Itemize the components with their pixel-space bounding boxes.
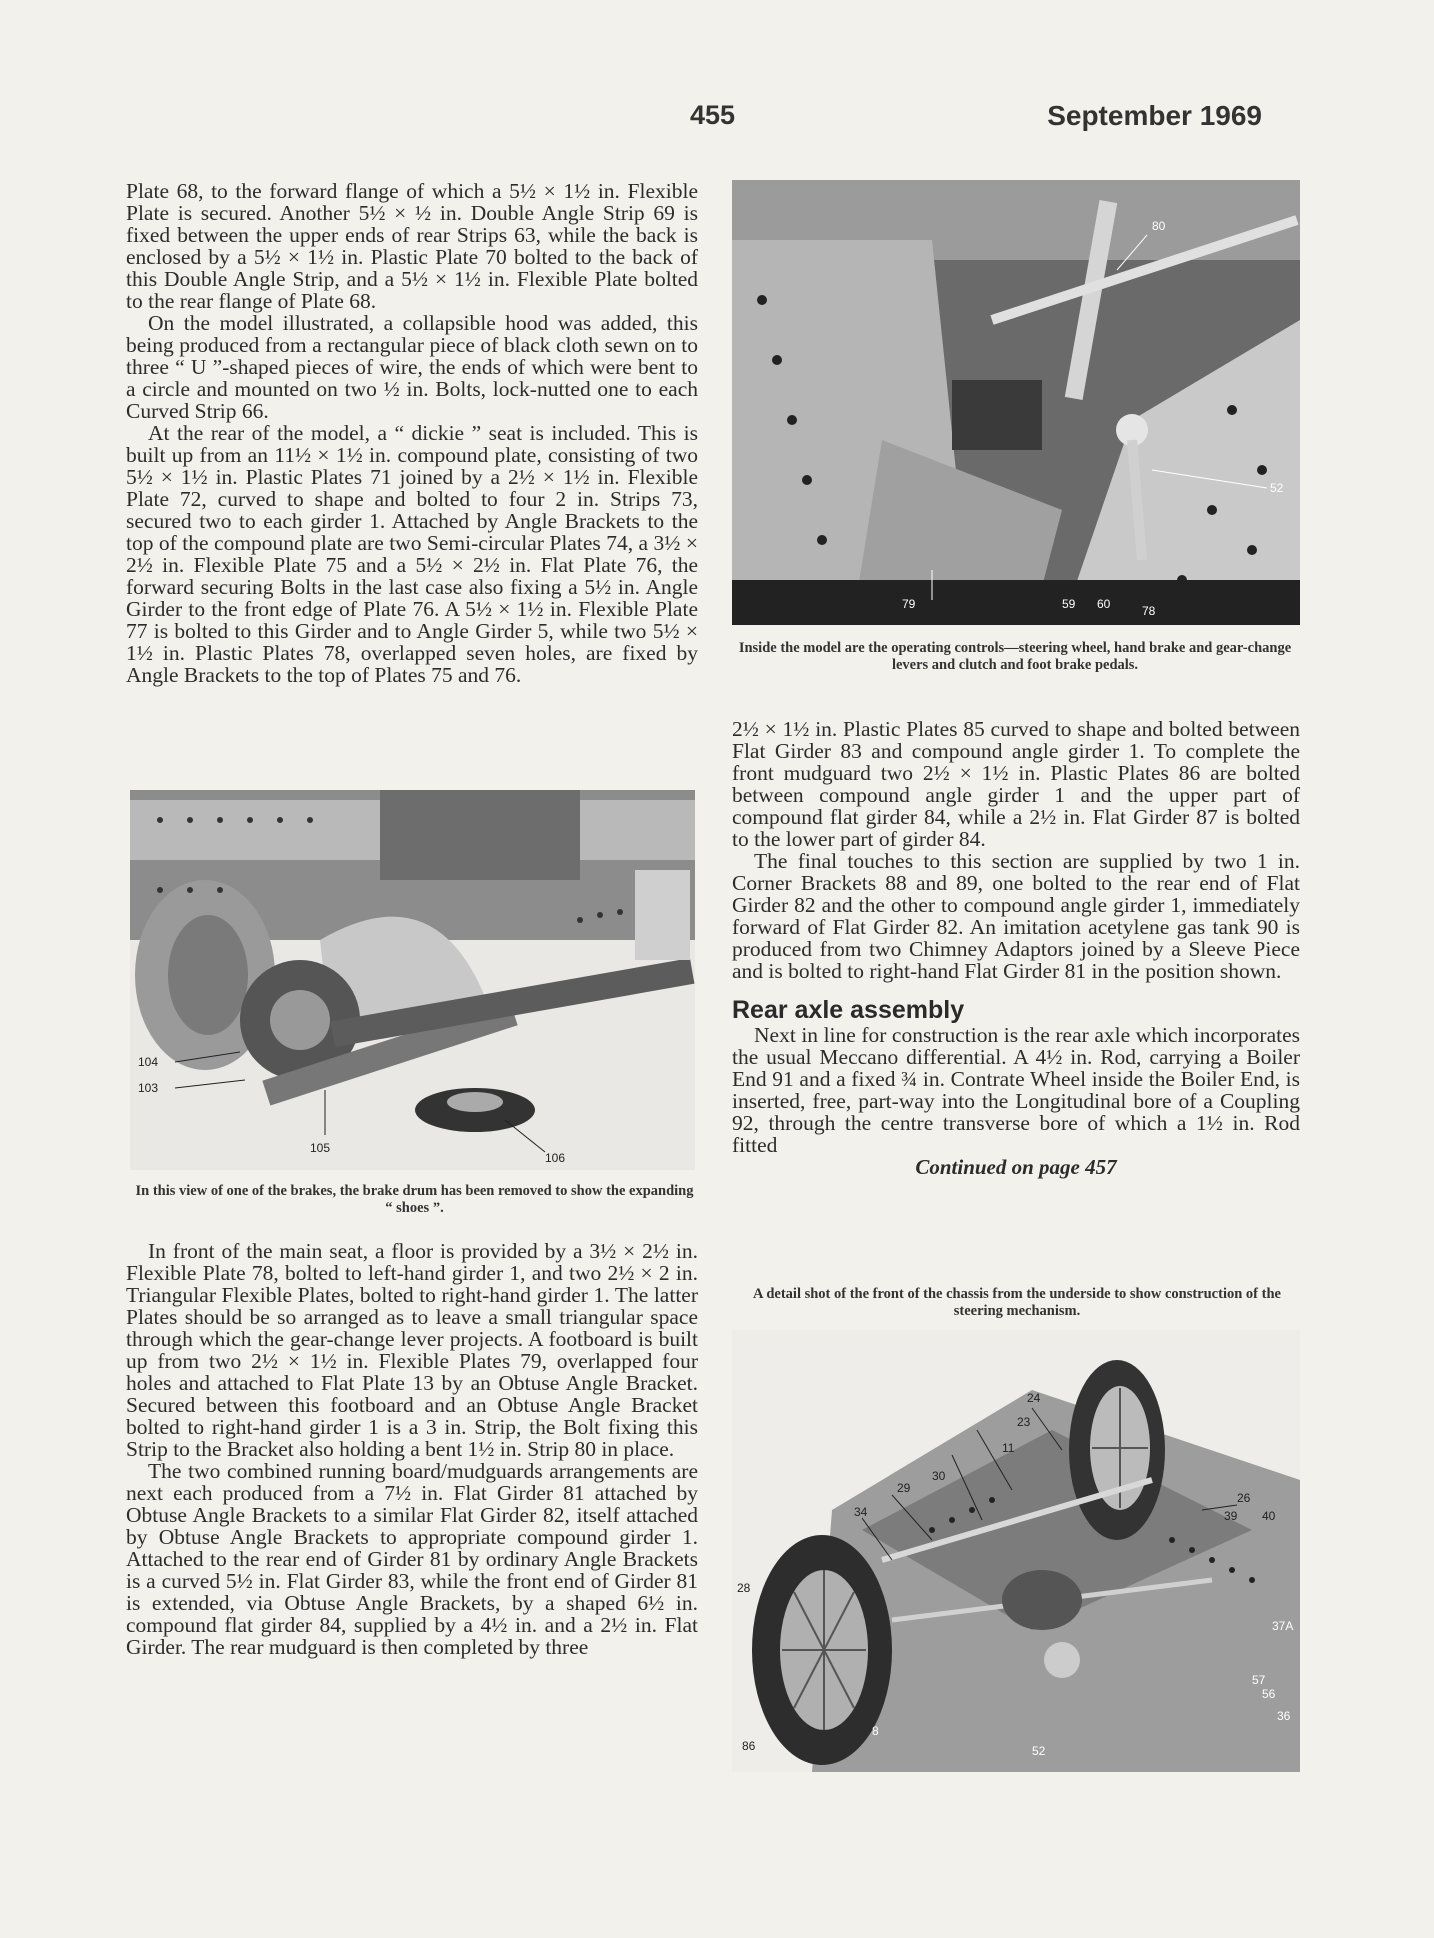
paragraph: In front of the main seat, a floor is provided by a 3½ × 2½ in. Flexible Plate 78, bolted to left-hand girder 1, and two 2½ × 2 in. Triangular Flexible Plates, bolted to right-hand girder 1. The latter Plates should be so arranged as to leave a small triangular space through which the gear-change lever projects. A footboard is built up from two 2½ × 1½ in. Flexible Plates 79, overlapped four holes and attached to Flat Plate 13 by an Obtuse Angle Bracket. Secured between this footboard and an Obtuse Angle Bracket bolted to right-hand girder 1 is a 3 in. Strip, the Bolt fixing this Strip to the Bracket also holding a bent 1½ in. Strip 80 in place. [126, 1239, 698, 1461]
label-26: 26 [1237, 1491, 1251, 1505]
label-78: 78 [1142, 604, 1156, 618]
label-37a: 37A [1272, 1619, 1294, 1633]
paragraph: Plate 68, to the forward flange of which a 5½ × 1½ in. Flexible Plate is secured. Another 5½ × ½ in. Double Angle Strip 69 is fixed between the upper ends of rear Strips 63, while the back is enclosed by a 5½ × 1½ in. Plastic Plate 70 bolted to the back of this Double Angle Strip, and a 5½ × 1½ in. Flexible Plate bolted to the rear flange of Plate 68. [126, 179, 698, 313]
paragraph: At the rear of the model, a “ dickie ” seat is included. This is built up from an 11½ × 1½ in. compound plate, consisting of two 5½ × 1½ in. Plastic Plates 71 joined by a 2½ × 1½ in. Flexible Plate 72, curved to shape and bolted to four 2 in. Strips 73, secured two to each girder 1. Attached by Angle Brackets to the top of the compound plate are two Semi-circular Plates 74, a 3½ × 2½ in. Flexible Plate 75 and a 5½ × 2½ in. Flat Plate 76, the forward securing Bolts in the last case also fixing a 5½ in. Angle Girder to the front edge of Plate 76. A 5½ × 1½ in. Flexible Plate 77 is bolted to this Girder and to Angle Girder 5, while two 5½ × 1½ in. Plastic Plates 78, overlapped seven holes, are fixed by Angle Brackets to the top of Plates 75 and 76. [126, 421, 698, 687]
label-39: 39 [1224, 1509, 1238, 1523]
section-heading: Rear axle assembly [732, 996, 965, 1024]
brakes-photo-art [130, 790, 695, 1170]
chassis-photo [732, 1330, 1300, 1772]
label-8: 8 [872, 1724, 879, 1738]
label-24: 24 [1027, 1391, 1041, 1405]
chassis-photo-art [732, 1330, 1300, 1772]
label-56: 56 [1262, 1687, 1276, 1701]
right-column-text [732, 718, 1300, 1178]
label-30: 30 [932, 1469, 946, 1483]
controls-photo-art [732, 180, 1300, 625]
paragraph: Next in line for construction is the rear axle which incorporates the usual Meccano differential. A 4½ in. Rod, carrying a Boiler End 91 and a fixed ¾ in. Contrate Wheel inside the Boiler End, is inserted, free, part-way into the Longitudinal bore of a Coupling 92, through the centre transverse bore of which a 1½ in. Rod fitted [732, 1023, 1300, 1157]
brakes-photo [130, 790, 695, 1170]
label-57: 57 [1252, 1673, 1266, 1687]
label-28: 28 [737, 1581, 751, 1595]
controls-caption: Inside the model are the operating controls—steering wheel, hand brake and gear-change levers and clutch and foot brake pedals. [738, 640, 1292, 673]
label-103: 103 [138, 1081, 159, 1095]
label-86: 86 [742, 1739, 756, 1753]
label-36: 36 [1277, 1709, 1291, 1723]
label-29: 29 [897, 1481, 911, 1495]
label-52: 52 [1270, 481, 1284, 495]
continued-note: Continued on page 457 [915, 1155, 1117, 1179]
label-105: 105 [310, 1141, 331, 1155]
paragraph: On the model illustrated, a collapsible hood was added, this being produced from a rectangular piece of black cloth sewn on to three “ U ”-shaped pieces of wire, the ends of which were bent to a circle and mounted on two ½ in. Bolts, lock-nutted one to each Curved Strip 66. [126, 311, 698, 423]
label-106: 106 [545, 1151, 566, 1165]
paragraph: 2½ × 1½ in. Plastic Plates 85 curved to shape and bolted between Flat Girder 83 and compound angle girder 1. To complete the front mudguard two 2½ × 1½ in. Plastic Plates 86 are bolted between compound angle girder 1 and the upper part of compound flat girder 84, while a 2½ in. Flat Girder 87 is bolted to the lower part of girder 84. [732, 717, 1300, 851]
label-34: 34 [854, 1505, 868, 1519]
brakes-caption: In this view of one of the brakes, the brake drum has been removed to show the expanding “ shoes ”. [135, 1183, 694, 1216]
label-79: 79 [902, 597, 916, 611]
left-column-top-text [126, 180, 698, 686]
chassis-caption: A detail shot of the front of the chassis from the underside to show construction of the steering mechanism. [753, 1286, 1281, 1319]
label-52: 52 [1032, 1744, 1046, 1758]
label-23: 23 [1017, 1415, 1031, 1429]
label-40: 40 [1262, 1509, 1276, 1523]
paragraph: The two combined running board/mudguards arrangements are next each produced from a 7½ in. Flat Girder 81 attached by Obtuse Angle Brackets to a similar Flat Girder 82, itself attached by Obtuse Angle Brackets to appropriate compound girder 1. Attached to the rear end of Girder 81 by ordinary Angle Brackets is a curved 5½ in. Flat Girder 83, while the front end of Girder 81 is extended, via Obtuse Angle Brackets, by a shaped 6½ in. compound flat girder 84, supplied by a 4½ in. and a 2½ in. Flat Girder. The rear mudguard is then completed by three [126, 1459, 698, 1659]
label-59: 59 [1062, 597, 1076, 611]
label-80: 80 [1152, 219, 1166, 233]
issue-date: September 1969 [1047, 100, 1262, 131]
left-column-bottom-text [126, 1240, 698, 1658]
paragraph: The final touches to this section are supplied by two 1 in. Corner Brackets 88 and 89, one bolted to the rear end of Flat Girder 82 and the other to compound angle girder 1, immediately forward of Flat Girder 82. An imitation acetylene gas tank 90 is produced from two Chimney Adaptors joined by a Sleeve Piece and is bolted to right-hand Flat Girder 81 in the position shown. [732, 849, 1300, 983]
label-11: 11 [1002, 1441, 1015, 1455]
page-number: 455 [690, 100, 736, 130]
label-104: 104 [138, 1055, 159, 1069]
controls-photo [732, 180, 1300, 625]
label-60: 60 [1097, 597, 1111, 611]
